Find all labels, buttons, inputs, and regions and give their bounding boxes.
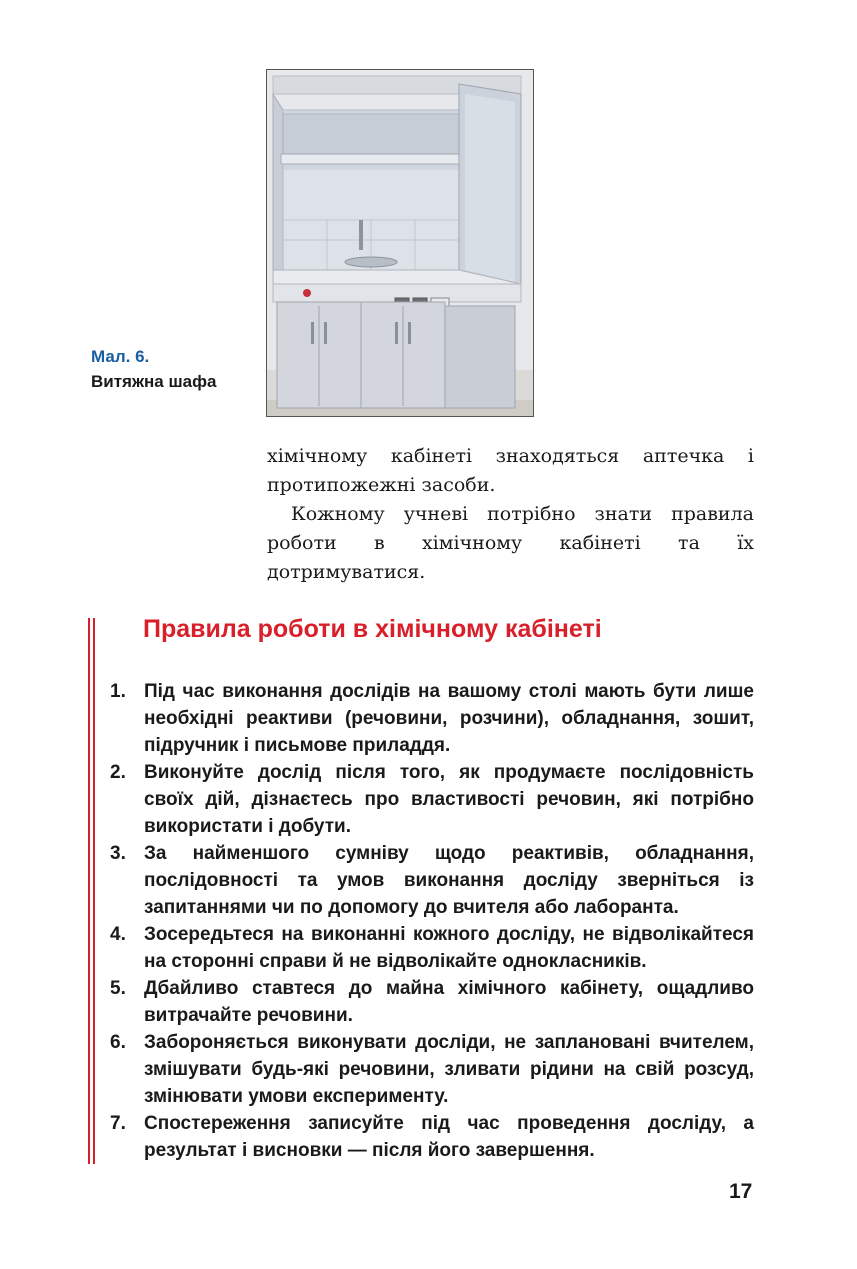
rule-text: Спостереження записуйте під час проведення досліду, а результат і висновки — після його завершення.: [144, 1113, 754, 1161]
rules-title: Правила роботи в хімічному кабінеті: [143, 615, 602, 643]
rule-item: [110, 840, 754, 921]
rule-item: [110, 678, 754, 759]
rule-number: 4.: [110, 924, 126, 945]
rule-number: 2.: [110, 762, 126, 783]
rule-text: Зосередьтеся на виконанні кожного досліду, не відволікайтеся на сторонні справи й не відволікайте однокласників.: [144, 924, 754, 972]
rule-number: 6.: [110, 1032, 126, 1053]
rule-text: За найменшого сумніву щодо реактивів, обладнання, послідовності та умов виконання досліду зверніться із запитаннями чи по допомогу до вчителя або лаборанта.: [144, 843, 754, 918]
rule-number: 7.: [110, 1113, 126, 1134]
rule-item: [110, 921, 754, 975]
rule-number: 5.: [110, 978, 126, 999]
rule-text: Забороняється виконувати досліди, не заплановані вчителем, змішувати будь-які речовини, зливати рідини на свій розсуд, змінювати умови експерименту.: [144, 1032, 754, 1107]
figure-caption: [91, 344, 241, 394]
fume-hood-illustration: [267, 70, 533, 416]
rule-text: Дбайливо ставтеся до майна хімічного кабінету, ощадливо витрачайте речовини.: [144, 978, 754, 1026]
fume-hood-photo: [266, 69, 534, 417]
body-paragraph-2: Кожному учневі потрібно знати правила роботи в хімічному кабінеті та їх дотримуватися.: [267, 503, 754, 583]
body-text: [267, 442, 754, 587]
rule-text: Виконуйте дослід після того, як продумаєте послідовність своїх дій, дізнаєтесь про властивості речовин, які потрібно використати і добути.: [144, 762, 754, 837]
rule-item: [110, 975, 754, 1029]
figure-label: Мал. 6.: [91, 347, 150, 366]
rule-number: 3.: [110, 843, 126, 864]
rules-list: [110, 678, 754, 1164]
body-paragraph-1: хімічному кабінеті знаходяться аптечка і протипожежні засоби.: [267, 445, 754, 496]
rule-text: Під час виконання дослідів на вашому столі мають бути лише необхідні реактиви (речовини, розчини), обладнання, зошит, підручник і письмове приладдя.: [144, 681, 754, 756]
rule-item: [110, 759, 754, 840]
figure-caption-text: Витяжна шафа: [91, 372, 217, 391]
page-number: 17: [729, 1180, 753, 1203]
rule-item: [110, 1029, 754, 1110]
rule-number: 1.: [110, 681, 126, 702]
rule-item: [110, 1110, 754, 1164]
rules-side-bar: [88, 618, 96, 1164]
